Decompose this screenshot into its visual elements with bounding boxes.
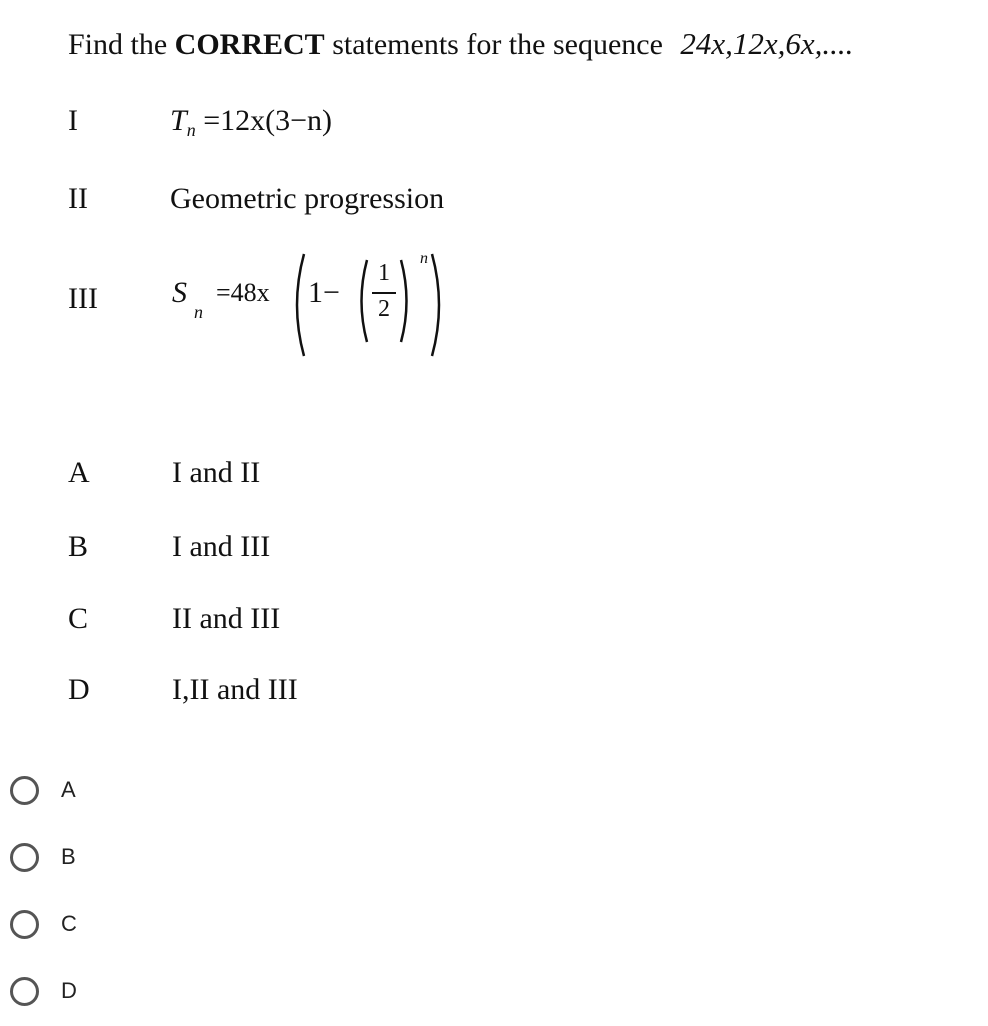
- statement-1-sub: n: [186, 120, 196, 140]
- radio-circle-icon[interactable]: [10, 776, 39, 805]
- option-letter-b: B: [68, 530, 89, 563]
- radio-choice-c[interactable]: [8, 902, 77, 946]
- radio-circle-icon[interactable]: [10, 977, 39, 1006]
- statement-3-one-minus: 1−: [308, 276, 340, 309]
- question-prefix: Find the: [68, 28, 175, 61]
- statement-numeral-1: I: [68, 104, 78, 137]
- option-text-b: I and III: [172, 530, 271, 563]
- radio-label-b[interactable]: B: [61, 844, 76, 869]
- statement-3-eq: =48x: [216, 278, 270, 307]
- statement-3-fraction: [372, 260, 396, 323]
- statement-numeral-2: II: [68, 182, 88, 215]
- fraction-bar: [372, 292, 396, 294]
- statement-3-exponent: n: [420, 250, 428, 267]
- radio-label-c[interactable]: C: [61, 911, 77, 936]
- question-suffix: statements for the sequence: [324, 28, 663, 61]
- question-text: [68, 26, 853, 62]
- sequence-formula: 24x,12x,6x,....: [680, 26, 854, 61]
- fraction-numerator: 1: [378, 260, 390, 286]
- option-letter-c: C: [68, 602, 89, 635]
- statement-2-text: Geometric progression: [170, 182, 445, 215]
- radio-circle-icon[interactable]: [10, 843, 39, 872]
- option-text-d: I,II and III: [172, 673, 298, 706]
- radio-choice-b[interactable]: [8, 835, 76, 879]
- option-letter-a: A: [68, 456, 90, 489]
- right-big-paren: [428, 250, 448, 360]
- radio-label-d[interactable]: D: [61, 978, 77, 1003]
- radio-choice-d[interactable]: [8, 969, 77, 1013]
- left-small-paren: [354, 256, 370, 346]
- statement-1-lhs: T: [170, 104, 187, 137]
- statement-1-formula: [170, 104, 332, 141]
- option-letter-d: D: [68, 673, 90, 706]
- statement-3-formula: [172, 250, 472, 360]
- radio-label-a[interactable]: A: [61, 777, 76, 802]
- statement-3-sub: n: [194, 302, 203, 322]
- statement-1-rhs: =12x(3−n): [203, 104, 333, 137]
- right-small-paren: [398, 256, 414, 346]
- statement-3-lhs: S: [172, 276, 187, 309]
- question-emphasis: CORRECT: [174, 28, 325, 61]
- fraction-denominator: 2: [378, 296, 390, 322]
- left-big-paren: [288, 250, 308, 360]
- statement-numeral-3: III: [68, 282, 98, 315]
- option-text-c: II and III: [172, 602, 281, 635]
- radio-choice-a[interactable]: [8, 768, 76, 812]
- radio-circle-icon[interactable]: [10, 910, 39, 939]
- option-text-a: I and II: [172, 456, 261, 489]
